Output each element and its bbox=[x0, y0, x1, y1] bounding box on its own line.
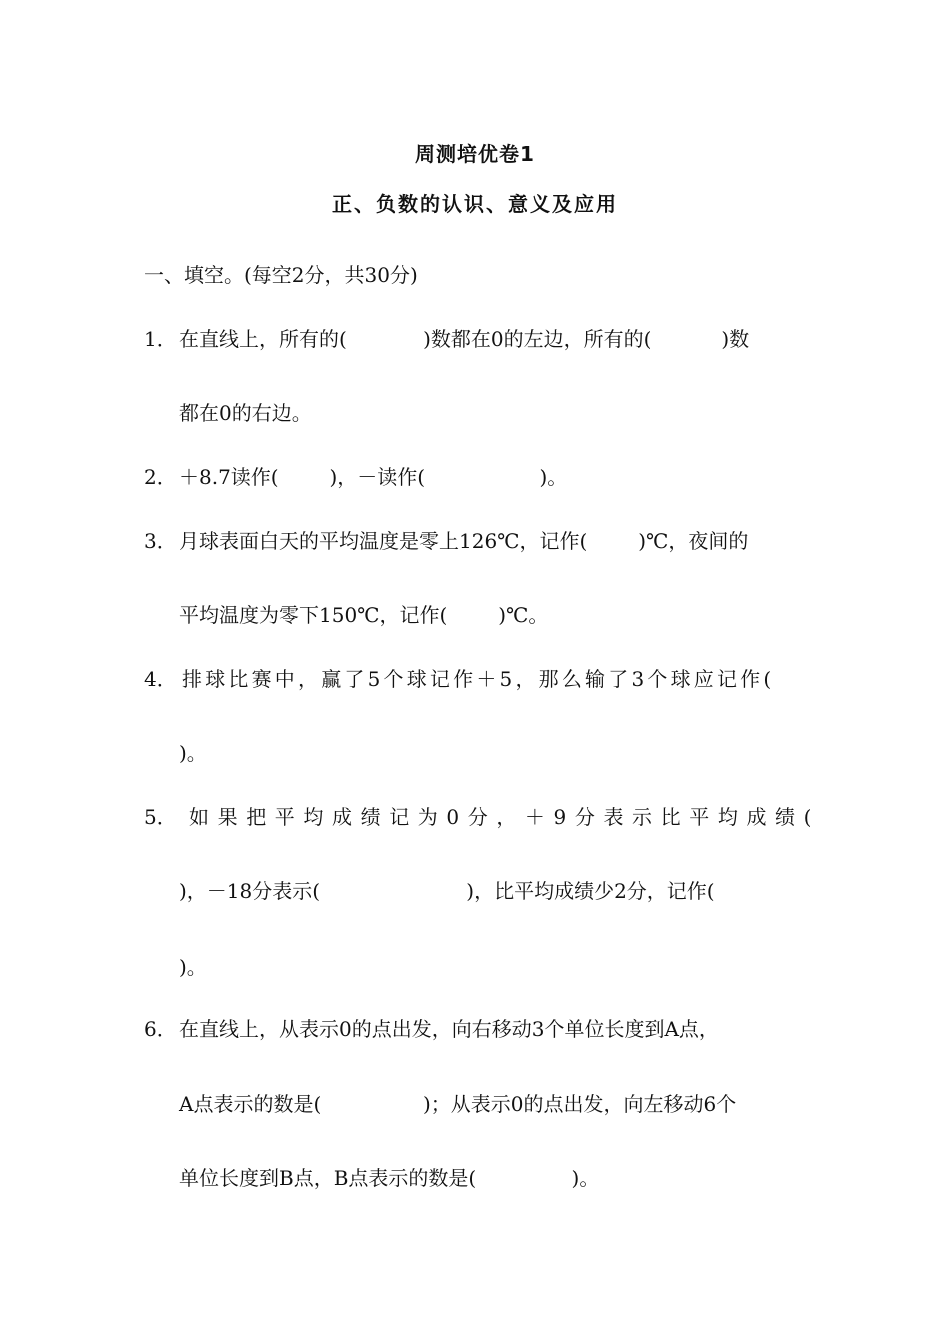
question-line: 单位长度到B点，B点表示的数是( )。 bbox=[179, 1166, 600, 1190]
question-number: 1． bbox=[144, 327, 177, 351]
question-line: 都在0的右边。 bbox=[179, 401, 312, 425]
question-line: )。 bbox=[179, 741, 207, 765]
page-title: 周测培优卷1 bbox=[415, 142, 535, 166]
question-number: 5． bbox=[144, 805, 177, 829]
question-line: ＋8.7读作( )，－读作( )。 bbox=[179, 465, 568, 489]
question-line: A点表示的数是( )；从表示0的点出发，向左移动6个 bbox=[179, 1092, 737, 1116]
question-number: 3． bbox=[144, 529, 177, 553]
question-number: 4． bbox=[144, 667, 177, 691]
question-line: 月球表面白天的平均温度是零上126℃，记作( )℃，夜间的 bbox=[179, 529, 749, 553]
question-line: 平均温度为零下150℃，记作( )℃。 bbox=[179, 603, 549, 627]
question-line: 在直线上，所有的( )数都在0的左边，所有的( )数 bbox=[179, 327, 750, 351]
question-line: 如果把平均成绩记为0分，＋9分表示比平均成绩( bbox=[189, 805, 821, 829]
question-number: 2． bbox=[144, 465, 177, 489]
question-line: 在直线上，从表示0的点出发，向右移动3个单位长度到A点， bbox=[179, 1017, 719, 1041]
question-number: 6． bbox=[144, 1017, 177, 1041]
question-line: 排球比赛中，赢了5个球记作＋5，那么输了3个球应记作( bbox=[182, 667, 775, 691]
section-heading: 一、填空。(每空2分，共30分) bbox=[144, 263, 418, 287]
question-line: )，－18分表示( )，比平均成绩少2分，记作( bbox=[179, 879, 715, 903]
question-line: )。 bbox=[179, 955, 207, 979]
page-subtitle: 正、负数的认识、意义及应用 bbox=[332, 192, 618, 216]
